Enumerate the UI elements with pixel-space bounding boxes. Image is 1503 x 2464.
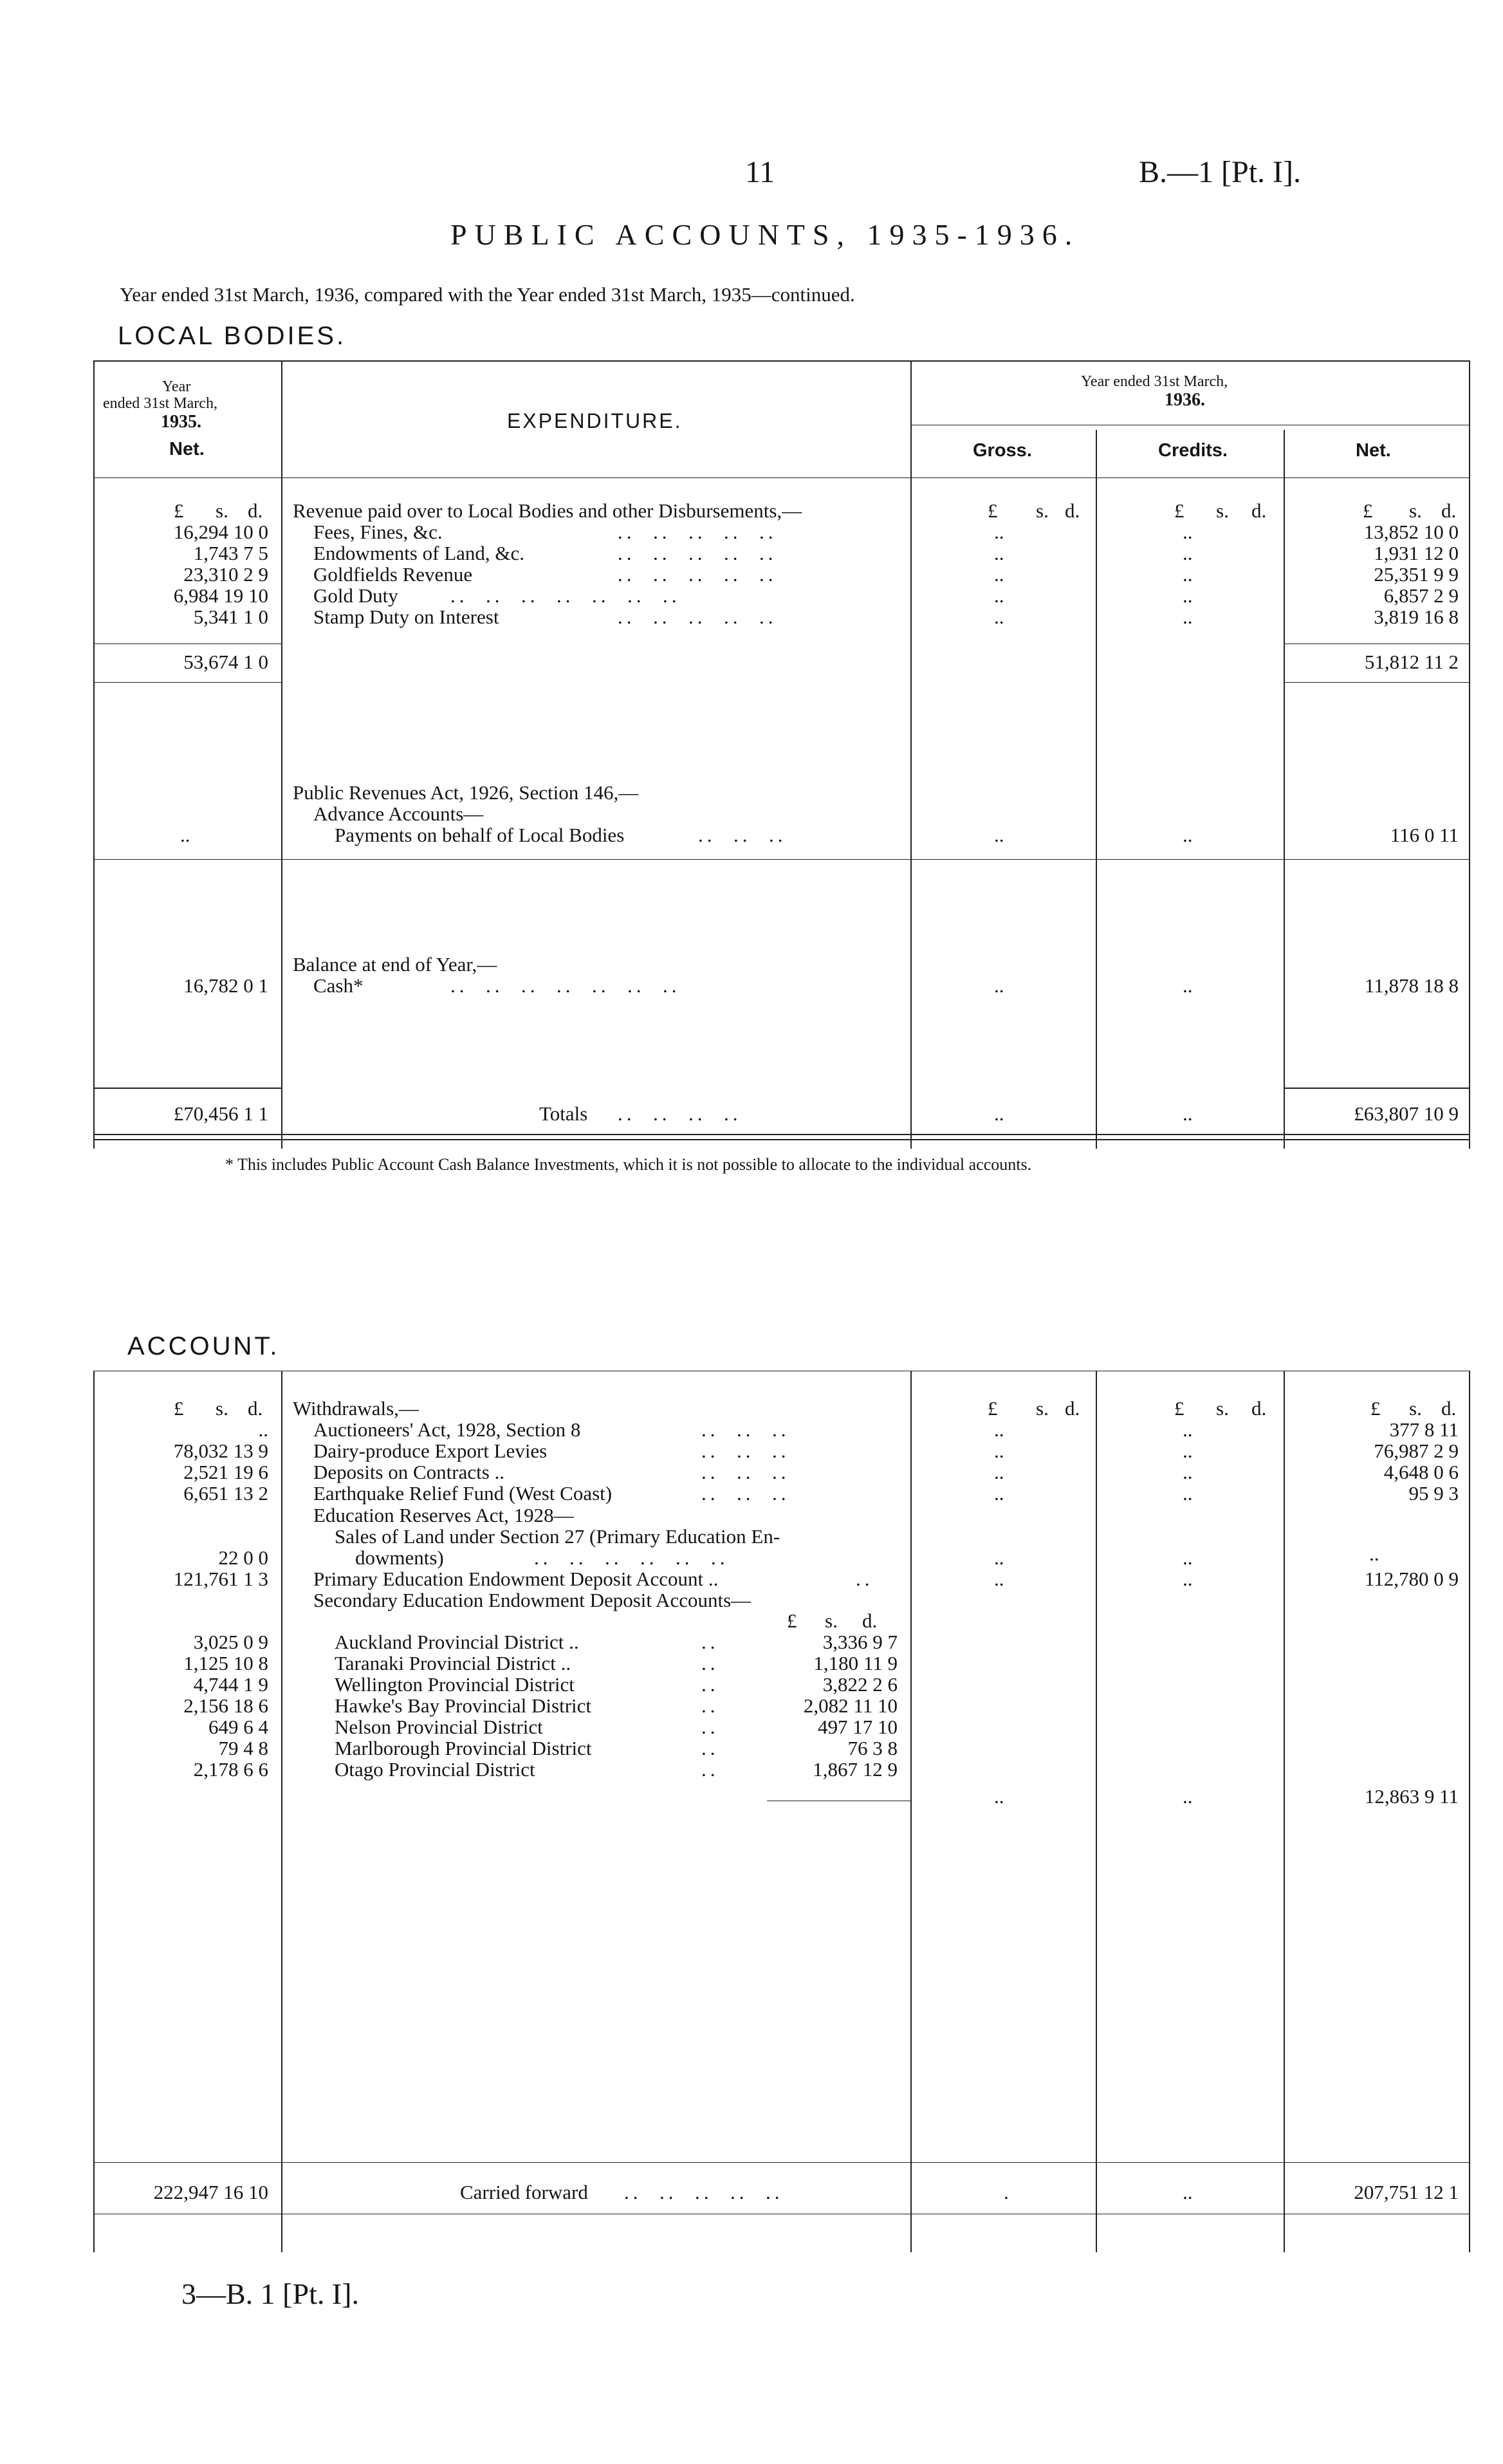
district-row-label: Otago Provincial District bbox=[335, 1758, 535, 1781]
account-row-prev: .. bbox=[258, 1418, 268, 1441]
local-body-row-gross: .. bbox=[994, 563, 1004, 586]
secondary-education-label: Secondary Education Endowment Deposit Accounts— bbox=[313, 1589, 752, 1611]
leader-dots: .. .. .. bbox=[701, 1440, 790, 1462]
local-body-row-label: Endowments of Land, &c. bbox=[313, 542, 525, 564]
page-subtitle: Year ended 31st March, 1936, compared with the Year ended 31st March, 1935—continued. bbox=[120, 283, 855, 306]
totals-prev: £70,456 1 1 bbox=[173, 1102, 268, 1125]
prev-currency-d: d. bbox=[248, 499, 263, 522]
withdrawals-heading: Withdrawals,— bbox=[293, 1397, 419, 1420]
pra-credits: .. bbox=[1183, 824, 1193, 846]
district-row-amount: 3,336 9 7 bbox=[822, 1631, 898, 1653]
balance-cash-label: Cash* bbox=[313, 974, 364, 997]
account-row-label: Auctioneers' Act, 1928, Section 8 bbox=[313, 1418, 581, 1441]
leader-dots: .. .. .. bbox=[701, 1482, 790, 1505]
district-row-label: Auckland Provincial District .. bbox=[335, 1631, 579, 1653]
account-row-label: Deposits on Contracts .. bbox=[313, 1461, 505, 1483]
acc-prev-currency-s: s. bbox=[216, 1397, 228, 1420]
local-body-row-gross: .. bbox=[994, 606, 1004, 628]
local-body-row-net: 3,819 16 8 bbox=[1374, 606, 1459, 628]
balance-heading: Balance at end of Year,— bbox=[293, 953, 497, 976]
pra-payments-label: Payments on behalf of Local Bodies bbox=[335, 824, 625, 846]
acc-gross-currency-pound: £ bbox=[988, 1397, 998, 1420]
account-row-prev: 2,521 19 6 bbox=[183, 1461, 268, 1483]
prev-year-label: Year bbox=[162, 378, 191, 395]
footnote: * This includes Public Account Cash Balance Investments, which it is not possible to allocate to the individual accounts. bbox=[225, 1155, 1032, 1174]
net-header: Net. bbox=[1356, 440, 1391, 461]
primary-education-gross: .. bbox=[994, 1568, 1004, 1590]
cur-year-label: Year ended 31st March, bbox=[1081, 373, 1228, 390]
gross-currency-pound: £ bbox=[988, 499, 998, 522]
page-title: PUBLIC ACCOUNTS, 1935-1936. bbox=[450, 218, 1080, 251]
leader-dots: .. bbox=[701, 1737, 719, 1759]
primary-education-credits: .. bbox=[1183, 1568, 1193, 1590]
acc-credits-currency-d: d. bbox=[1251, 1397, 1267, 1420]
district-row-prev: 2,156 18 6 bbox=[183, 1694, 268, 1717]
prev-year-value: 1935. bbox=[161, 412, 201, 432]
leader-dots: .. .. .. bbox=[701, 1418, 790, 1441]
leader-dots: .. .. .. .. .. bbox=[618, 542, 777, 564]
district-row-prev: 649 6 4 bbox=[208, 1716, 268, 1738]
district-row-amount: 2,082 11 10 bbox=[803, 1694, 898, 1717]
local-body-row-credits: .. bbox=[1183, 606, 1193, 628]
credits-currency-d: d. bbox=[1251, 499, 1267, 522]
district-row-amount: 76 3 8 bbox=[847, 1737, 898, 1759]
account-row-net: 4,648 0 6 bbox=[1383, 1461, 1459, 1483]
account-row-label: Earthquake Relief Fund (West Coast) bbox=[313, 1482, 613, 1505]
education-sales-line1: Sales of Land under Section 27 (Primary Education En- bbox=[335, 1525, 780, 1548]
education-sales-credits: .. bbox=[1183, 1546, 1193, 1569]
district-row-amount: 1,867 12 9 bbox=[813, 1758, 898, 1781]
primary-education-label: Primary Education Endowment Deposit Account .. bbox=[313, 1568, 719, 1590]
acc-gross-currency-d: d. bbox=[1065, 1397, 1080, 1420]
carried-forward-credits: .. bbox=[1183, 2181, 1193, 2203]
carried-forward-gross: . bbox=[1004, 2181, 1009, 2203]
account-row-credits: .. bbox=[1183, 1418, 1193, 1441]
district-row-label: Wellington Provincial District bbox=[335, 1673, 575, 1696]
local-body-row-credits: .. bbox=[1183, 521, 1193, 543]
totals-gross: .. bbox=[994, 1102, 1004, 1125]
education-heading: Education Reserves Act, 1928— bbox=[313, 1504, 574, 1526]
district-row-amount: 3,822 2 6 bbox=[822, 1673, 898, 1696]
account-row-prev: 78,032 13 9 bbox=[173, 1440, 268, 1462]
local-body-row-gross: .. bbox=[994, 584, 1004, 607]
gross-currency-s: s. bbox=[1036, 499, 1049, 522]
acc-net-currency-pound: £ bbox=[1370, 1397, 1381, 1420]
education-sales-line2: dowments) bbox=[355, 1546, 444, 1569]
local-body-row-net: 6,857 2 9 bbox=[1383, 584, 1459, 607]
district-row-amount: 1,180 11 9 bbox=[813, 1652, 898, 1674]
district-row-prev: 1,125 10 8 bbox=[183, 1652, 268, 1674]
totals-credits: .. bbox=[1183, 1102, 1193, 1125]
account-row-credits: .. bbox=[1183, 1461, 1193, 1483]
local-body-row-credits: .. bbox=[1183, 584, 1193, 607]
acc-net-currency-s: s. bbox=[1409, 1397, 1422, 1420]
pra-net: 116 0 11 bbox=[1390, 824, 1459, 846]
district-row-prev: 2,178 6 6 bbox=[193, 1758, 268, 1781]
local-bodies-subtotal-net: 51,812 11 2 bbox=[1364, 651, 1459, 673]
carried-forward-label: Carried forward bbox=[460, 2181, 588, 2203]
primary-education-prev: 121,761 1 3 bbox=[173, 1568, 268, 1590]
pra-prev: .. bbox=[180, 824, 190, 846]
secondary-education-gross: .. bbox=[994, 1785, 1004, 1808]
leader-dots: .. bbox=[701, 1652, 719, 1674]
local-body-row-gross: .. bbox=[994, 521, 1004, 543]
education-sales-net: .. bbox=[1369, 1542, 1379, 1565]
local-body-row-label: Fees, Fines, &c. bbox=[313, 521, 443, 543]
gross-currency-d: d. bbox=[1065, 499, 1080, 522]
local-body-row-label: Goldfields Revenue bbox=[313, 563, 473, 586]
cur-year-value: 1936. bbox=[1165, 390, 1205, 410]
balance-gross: .. bbox=[994, 974, 1004, 997]
primary-education-net: 112,780 0 9 bbox=[1364, 1568, 1459, 1590]
leader-dots: .. .. .. .. .. bbox=[618, 521, 777, 543]
local-body-row-label: Stamp Duty on Interest bbox=[313, 606, 499, 628]
account-row-gross: .. bbox=[994, 1418, 1004, 1441]
secondary-education-net: 12,863 9 11 bbox=[1364, 1785, 1459, 1808]
credits-currency-pound: £ bbox=[1174, 499, 1185, 522]
net-currency-d: d. bbox=[1441, 499, 1457, 522]
balance-credits: .. bbox=[1183, 974, 1193, 997]
section-heading-account: ACCOUNT. bbox=[127, 1332, 280, 1360]
balance-net: 11,878 18 8 bbox=[1364, 974, 1459, 997]
account-row-credits: .. bbox=[1183, 1440, 1193, 1462]
account-row-gross: .. bbox=[994, 1440, 1004, 1462]
district-row-prev: 3,025 0 9 bbox=[193, 1631, 268, 1653]
account-row-gross: .. bbox=[994, 1482, 1004, 1505]
local-body-row-credits: .. bbox=[1183, 542, 1193, 564]
local-body-row-prev: 1,743 7 5 bbox=[193, 542, 268, 564]
education-sales-gross: .. bbox=[994, 1546, 1004, 1569]
acc-gross-currency-s: s. bbox=[1036, 1397, 1049, 1420]
leader-dots: .. .. .. .. .. bbox=[618, 606, 777, 628]
local-bodies-subtotal-prev: 53,674 1 0 bbox=[183, 651, 268, 673]
district-row-label: Hawke's Bay Provincial District bbox=[335, 1694, 592, 1717]
pra-gross: .. bbox=[994, 824, 1004, 846]
pra-advance-accounts: Advance Accounts— bbox=[313, 802, 484, 825]
totals-net: £63,807 10 9 bbox=[1354, 1102, 1459, 1125]
prev-year-ended-label: ended 31st March, bbox=[103, 395, 217, 412]
local-body-row-prev: 16,294 10 0 bbox=[173, 521, 268, 543]
district-row-label: Taranaki Provincial District .. bbox=[335, 1652, 571, 1674]
account-row-prev: 6,651 13 2 bbox=[183, 1482, 268, 1505]
local-bodies-heading: Revenue paid over to Local Bodies and other Disbursements,— bbox=[293, 499, 802, 522]
local-body-row-prev: 5,341 1 0 bbox=[193, 606, 268, 628]
net-currency-pound: £ bbox=[1363, 499, 1373, 522]
local-body-row-prev: 6,984 19 10 bbox=[173, 584, 268, 607]
acc-prev-currency-d: d. bbox=[248, 1397, 263, 1420]
credits-header: Credits. bbox=[1158, 440, 1228, 461]
local-body-row-net: 13,852 10 0 bbox=[1363, 521, 1459, 543]
local-body-row-gross: .. bbox=[994, 542, 1004, 564]
secondary-education-credits: .. bbox=[1183, 1785, 1193, 1808]
carried-forward-net: 207,751 12 1 bbox=[1354, 2181, 1459, 2203]
local-body-row-net: 1,931 12 0 bbox=[1374, 542, 1459, 564]
net-currency-s: s. bbox=[1409, 499, 1422, 522]
credits-currency-s: s. bbox=[1216, 499, 1229, 522]
document-reference: B.—1 [Pt. I]. bbox=[1139, 155, 1301, 189]
carried-forward-prev: 222,947 16 10 bbox=[153, 2181, 268, 2203]
leader-dots: .. .. .. .. .. bbox=[618, 563, 777, 586]
district-row-prev: 4,744 1 9 bbox=[193, 1673, 268, 1696]
district-row-label: Nelson Provincial District bbox=[335, 1716, 543, 1738]
pra-heading: Public Revenues Act, 1926, Section 146,— bbox=[293, 781, 639, 804]
leader-dots: .. .. .. bbox=[701, 1461, 790, 1483]
account-row-credits: .. bbox=[1183, 1482, 1193, 1505]
district-row-label: Marlborough Provincial District bbox=[335, 1737, 592, 1759]
balance-prev: 16,782 0 1 bbox=[183, 974, 268, 997]
gross-header: Gross. bbox=[973, 440, 1032, 461]
leader-dots: .. bbox=[701, 1694, 719, 1717]
totals-label: Totals bbox=[539, 1102, 588, 1125]
prev-currency-pound: £ bbox=[174, 499, 184, 522]
account-row-label: Dairy-produce Export Levies bbox=[313, 1440, 548, 1462]
account-row-net: 76,987 2 9 bbox=[1374, 1440, 1459, 1462]
account-row-net: 377 8 11 bbox=[1389, 1418, 1459, 1441]
acc-credits-currency-pound: £ bbox=[1174, 1397, 1185, 1420]
local-body-row-net: 25,351 9 9 bbox=[1374, 563, 1459, 586]
prev-net-header: Net. bbox=[169, 439, 205, 459]
local-body-row-prev: 23,310 2 9 bbox=[183, 563, 268, 586]
acc-credits-currency-s: s. bbox=[1216, 1397, 1229, 1420]
education-sales-prev: 22 0 0 bbox=[218, 1546, 268, 1569]
section-heading-local-bodies: LOCAL BODIES. bbox=[118, 322, 347, 350]
district-row-prev: 79 4 8 bbox=[218, 1737, 268, 1759]
expenditure-header: EXPENDITURE. bbox=[507, 409, 683, 432]
leader-dots: .. bbox=[701, 1673, 719, 1696]
district-row-amount: 497 17 10 bbox=[818, 1716, 898, 1738]
acc-net-currency-d: d. bbox=[1441, 1397, 1457, 1420]
page-signature: 3—B. 1 [Pt. I]. bbox=[181, 2277, 359, 2310]
leader-dots: .. bbox=[701, 1758, 719, 1781]
page-number: 11 bbox=[745, 155, 775, 189]
account-row-net: 95 9 3 bbox=[1408, 1482, 1459, 1505]
local-body-row-credits: .. bbox=[1183, 563, 1193, 586]
local-body-row-label: Gold Duty bbox=[313, 584, 398, 607]
leader-dots: .. .. .. .. .. .. .. bbox=[450, 584, 681, 607]
leader-dots: .. bbox=[701, 1716, 719, 1738]
district-currency-s: s. bbox=[825, 1609, 838, 1632]
account-row-gross: .. bbox=[994, 1461, 1004, 1483]
district-currency-d: d. bbox=[862, 1609, 878, 1632]
acc-prev-currency-pound: £ bbox=[174, 1397, 184, 1420]
prev-currency-s: s. bbox=[216, 499, 228, 522]
leader-dots: .. bbox=[701, 1631, 719, 1653]
district-currency-pound: £ bbox=[787, 1609, 797, 1632]
